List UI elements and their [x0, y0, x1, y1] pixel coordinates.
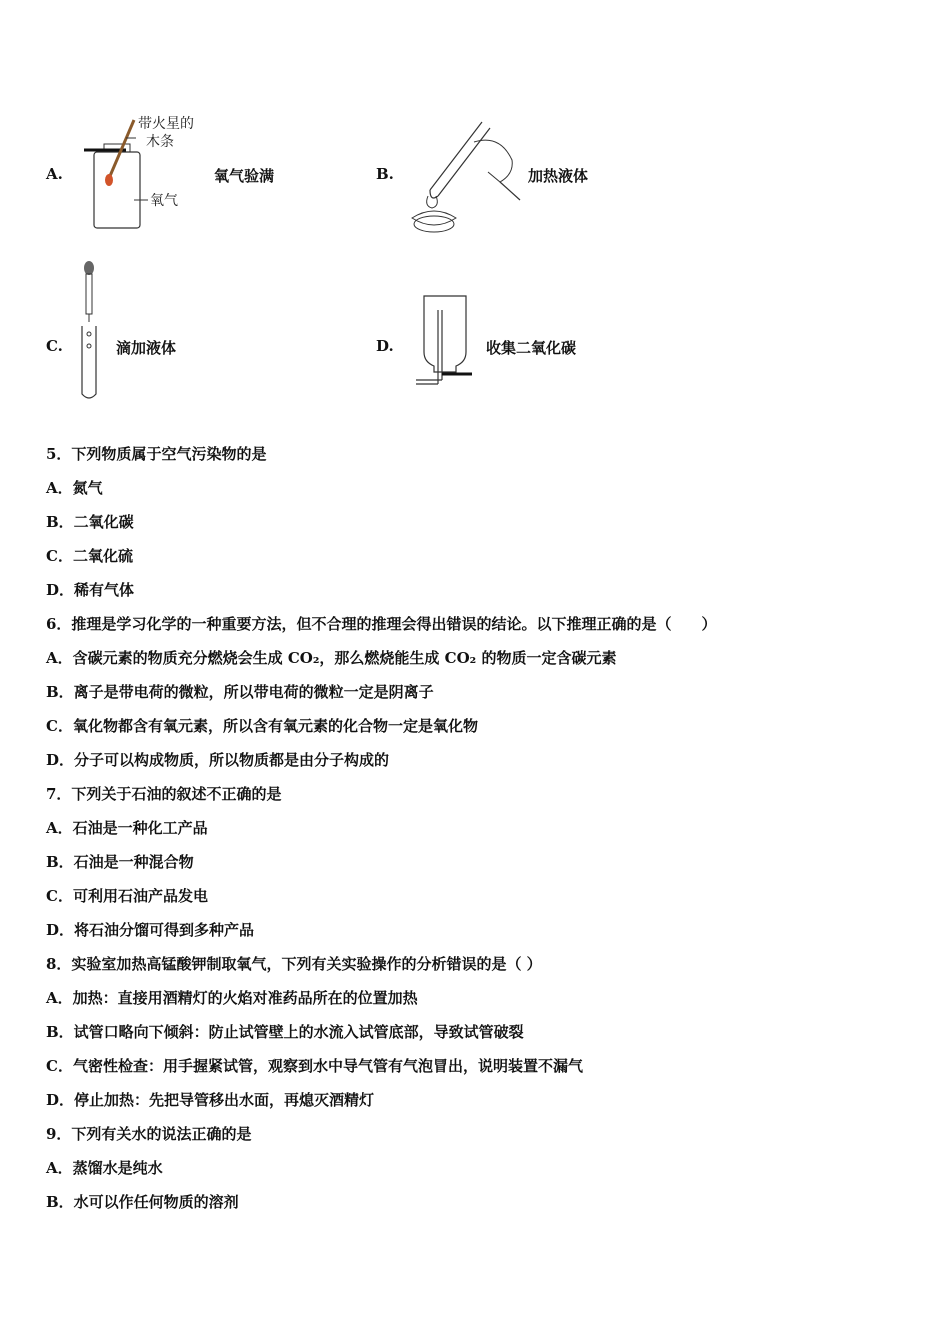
label-oxygen: 氧气 — [150, 193, 178, 209]
question-6-option-b: B．离子是带电荷的微粒，所以带电荷的微粒一定是阴离子 — [46, 683, 434, 701]
question-7-option-b: B．石油是一种混合物 — [46, 853, 194, 871]
oxygen-test-figure — [82, 108, 222, 233]
option-b-letter: B. — [376, 165, 394, 183]
question-9-option-a: A．蒸馏水是纯水 — [46, 1159, 163, 1177]
question-8-option-d: D．停止加热：先把导管移出水面，再熄灭酒精灯 — [46, 1091, 375, 1109]
question-6-option-c: C．氧化物都含有氧元素，所以含有氧元素的化合物一定是氧化物 — [46, 717, 478, 735]
question-5-option-c: C．二氧化硫 — [46, 547, 133, 565]
question-6-stem: 6．推理是学习化学的一种重要方法，但不合理的推理会得出错误的结论。以下推理正确的是（ ） — [46, 615, 717, 633]
question-5-option-d: D．稀有气体 — [46, 581, 135, 599]
question-9-stem: 9．下列有关水的说法正确的是 — [46, 1125, 252, 1143]
heating-liquid-figure — [400, 112, 525, 237]
dropper-figure — [74, 258, 108, 406]
question-6-option-a: A．含碳元素的物质充分燃烧会生成 CO₂，那么燃烧能生成 CO₂ 的物质一定含碳元素 — [46, 649, 617, 667]
question-7-option-c: C．可利用石油产品发电 — [46, 887, 208, 905]
question-5-option-b: B．二氧化碳 — [46, 513, 134, 531]
option-b-text: 加热液体 — [528, 167, 589, 185]
question-8-stem: 8．实验室加热高锰酸钾制取氧气，下列有关实验操作的分析错误的是（ ） — [46, 955, 542, 973]
question-7-stem: 7．下列关于石油的叙述不正确的是 — [46, 785, 282, 803]
question-7-option-a: A．石油是一种化工产品 — [46, 819, 208, 837]
question-9-option-b: B．水可以作任何物质的溶剂 — [46, 1193, 239, 1211]
question-8-option-a: A．加热：直接用酒精灯的火焰对准药品所在的位置加热 — [46, 989, 418, 1007]
question-8-option-c: C．气密性检查：用手握紧试管，观察到水中导气管有气泡冒出，说明装置不漏气 — [46, 1057, 583, 1075]
question-5-option-a: A．氮气 — [46, 479, 103, 497]
option-c-text: 滴加液体 — [116, 339, 177, 357]
option-d-letter: D. — [376, 337, 394, 355]
label-splint-top: 带火星的 — [138, 116, 194, 132]
question-8-option-b: B．试管口略向下倾斜：防止试管壁上的水流入试管底部，导致试管破裂 — [46, 1023, 524, 1041]
question-7-option-d: D．将石油分馏可得到多种产品 — [46, 921, 255, 939]
question-5-stem: 5．下列物质属于空气污染物的是 — [46, 445, 267, 463]
option-a-letter: A. — [46, 165, 63, 183]
option-c-letter: C. — [46, 337, 63, 355]
option-a-text: 氧气验满 — [214, 167, 275, 185]
label-splint: 木条 — [146, 134, 174, 150]
question-6-option-d: D．分子可以构成物质，所以物质都是由分子构成的 — [46, 751, 390, 769]
co2-collection-figure — [410, 292, 476, 398]
option-d-text: 收集二氧化碳 — [486, 339, 577, 357]
